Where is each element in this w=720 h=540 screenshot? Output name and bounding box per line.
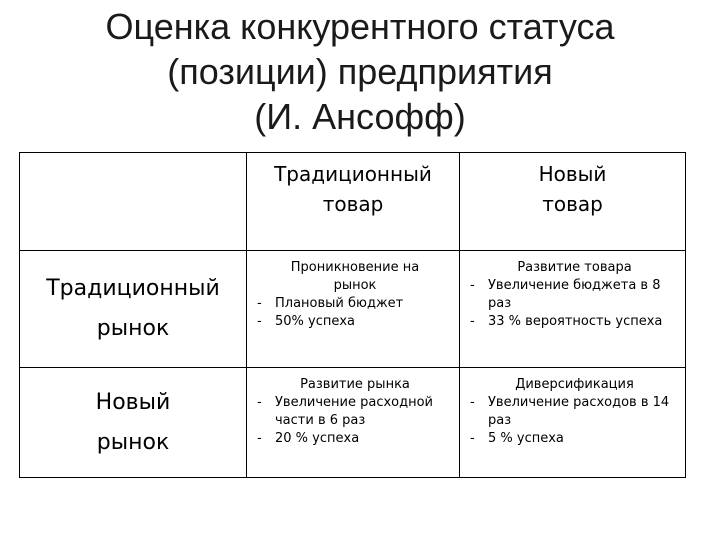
cell-list bbox=[257, 295, 453, 331]
list-item: - 20 % успеха bbox=[257, 430, 453, 448]
cell-heading-line: Проникновение на bbox=[290, 260, 420, 275]
title-line-1: Оценка конкурентного статуса bbox=[105, 6, 615, 47]
row-header-traditional-market bbox=[20, 251, 247, 368]
cell-heading-line: Развитие товара bbox=[517, 260, 632, 275]
cell-diversification bbox=[460, 368, 686, 478]
row-new-market bbox=[20, 368, 686, 478]
cell-market-penetration bbox=[247, 251, 460, 368]
cell-heading-line: Диверсификация bbox=[515, 377, 634, 392]
cell-list bbox=[470, 277, 679, 331]
list-item: - 5 % успеха bbox=[470, 430, 679, 448]
row-header-label: рынок bbox=[96, 316, 170, 341]
list-item: - Увеличение бюджета в 8 раз bbox=[470, 277, 679, 313]
col-header-new-product bbox=[460, 153, 686, 251]
page-title bbox=[60, 4, 660, 139]
col-header-label: товар bbox=[542, 192, 603, 216]
list-item: - Увеличение расходов в 14 раз bbox=[470, 394, 679, 430]
col-header-label: Новый bbox=[538, 162, 607, 186]
cell-heading bbox=[257, 259, 453, 295]
cell-heading-line: Развитие рынка bbox=[300, 377, 410, 392]
cell-heading bbox=[470, 376, 679, 394]
cell-heading-line: рынок bbox=[333, 278, 377, 293]
title-line-2: (позиции) предприятия bbox=[167, 51, 553, 92]
cell-list bbox=[470, 394, 679, 448]
list-item: - 50% успеха bbox=[257, 313, 453, 331]
list-item: - 33 % вероятность успеха bbox=[470, 313, 679, 331]
list-item: - Плановый бюджет bbox=[257, 295, 453, 313]
row-header-label: рынок bbox=[96, 429, 170, 455]
row-header-label: Традиционный bbox=[46, 276, 220, 301]
row-header-new-market bbox=[20, 368, 247, 478]
col-header-traditional-product bbox=[247, 153, 460, 251]
cell-heading bbox=[257, 376, 453, 394]
col-header-label: товар bbox=[322, 192, 384, 216]
cell-heading bbox=[470, 259, 679, 277]
cell-market-development bbox=[247, 368, 460, 478]
ansoff-matrix-table bbox=[19, 152, 686, 478]
title-line-3: (И. Ансофф) bbox=[254, 96, 466, 137]
corner-cell bbox=[20, 153, 247, 251]
header-row bbox=[20, 153, 686, 251]
row-header-label: Новый bbox=[95, 389, 171, 415]
list-item: - Увеличение расходной части в 6 раз bbox=[257, 394, 453, 430]
cell-list bbox=[257, 394, 453, 448]
col-header-label: Традиционный bbox=[274, 162, 432, 186]
cell-product-development bbox=[460, 251, 686, 368]
row-traditional-market bbox=[20, 251, 686, 368]
